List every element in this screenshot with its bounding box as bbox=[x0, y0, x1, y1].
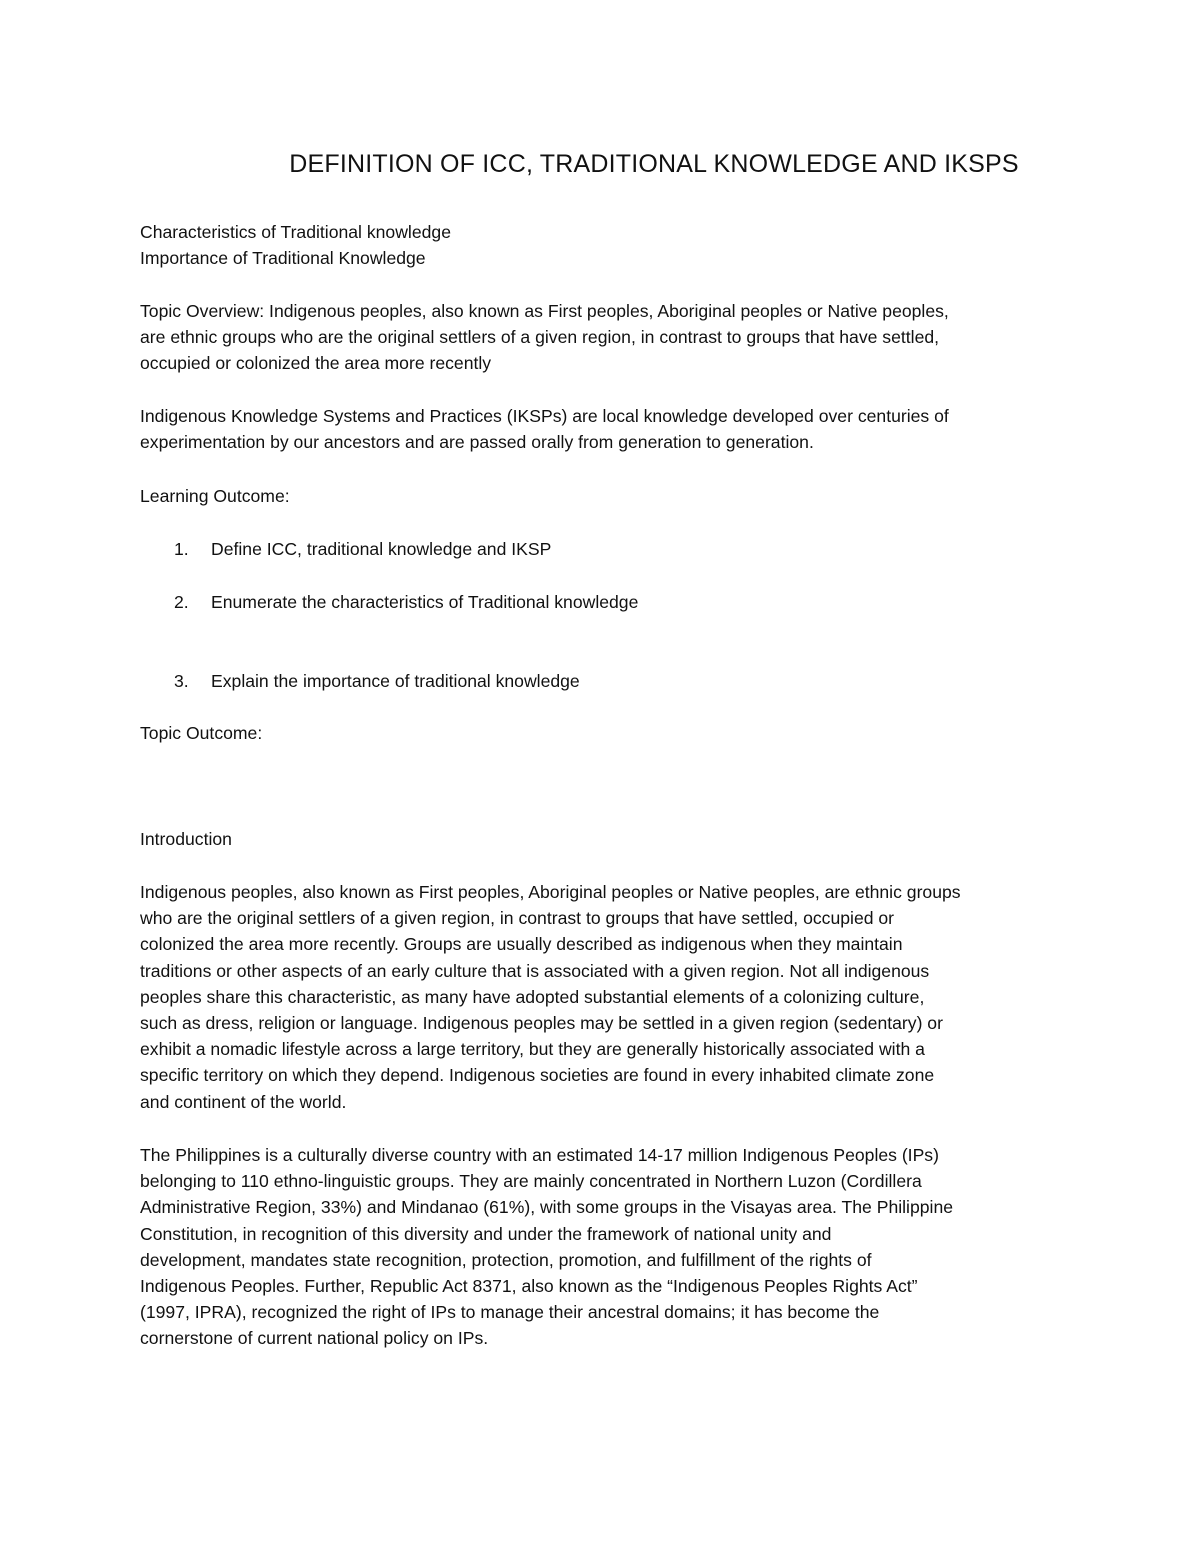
text-line: are ethnic groups who are the original settlers of a given region, in contrast to groups that have settled, bbox=[140, 327, 940, 348]
introduction-paragraph-1 bbox=[140, 879, 1060, 1115]
learning-outcome-heading: Learning Outcome: bbox=[140, 486, 290, 506]
text-line: specific territory on which they depend. Indigenous societies are found in every inhabited climate zone bbox=[140, 1065, 935, 1086]
text-line: The Philippines is a culturally diverse country with an estimated 14-17 million Indigenous Peoples (IPs) bbox=[140, 1145, 939, 1165]
topic-outcome-heading: Topic Outcome: bbox=[140, 723, 263, 743]
text-line: (1997, IPRA), recognized the right of IPs to manage their ancestral domains; it has become the bbox=[140, 1302, 880, 1323]
subtopic-characteristics: Characteristics of Traditional knowledge bbox=[140, 222, 451, 242]
text-line: Administrative Region, 33%) and Mindanao (61%), with some groups in the Visayas area. The Philippine bbox=[140, 1197, 954, 1218]
text-line: Indigenous peoples, also known as First peoples, Aboriginal peoples or Native peoples, are ethnic groups bbox=[140, 882, 961, 902]
document-title: DEFINITION OF ICC, TRADITIONAL KNOWLEDGE AND IKSPS bbox=[289, 150, 1019, 178]
text-line: who are the original settlers of a given region, in contrast to groups that have settled, occupied or bbox=[140, 908, 895, 929]
text-line: belonging to 110 ethno-linguistic groups. They are mainly concentrated in Northern Luzon (Cordillera bbox=[140, 1171, 922, 1192]
text-line: peoples share this characteristic, as many have adopted substantial elements of a colonizing culture, bbox=[140, 986, 925, 1007]
introduction-paragraph-2 bbox=[140, 1142, 1060, 1352]
subtopic-importance: Importance of Traditional Knowledge bbox=[140, 248, 426, 269]
text-line: Topic Overview: Indigenous peoples, also known as First peoples, Aboriginal peoples or Native peoples, bbox=[140, 301, 949, 321]
text-line: Constitution, in recognition of this diversity and under the framework of national unity and bbox=[140, 1223, 832, 1244]
text-line: traditions or other aspects of an early culture that is associated with a given region. Not all indigenous bbox=[140, 960, 930, 981]
list-text: Enumerate the characteristics of Traditional knowledge bbox=[211, 592, 639, 612]
iksps-definition-paragraph bbox=[140, 403, 1060, 455]
text-line: cornerstone of current national policy on IPs. bbox=[140, 1328, 489, 1349]
text-line: Indigenous Peoples. Further, Republic Act 8371, also known as the “Indigenous Peoples Rights Act” bbox=[140, 1276, 918, 1297]
text-line: exhibit a nomadic lifestyle across a large territory, but they are generally historically associated with a bbox=[140, 1039, 925, 1060]
text-line: colonized the area more recently. Groups are usually described as indigenous when they maintain bbox=[140, 934, 903, 955]
text-line: such as dress, religion or language. Indigenous peoples may be settled in a given region (sedentary) or bbox=[140, 1013, 943, 1034]
text-line: experimentation by our ancestors and are passed orally from generation to generation. bbox=[140, 432, 814, 453]
text-line: development, mandates state recognition, protection, promotion, and fulfillment of the rights of bbox=[140, 1249, 872, 1270]
text-line: occupied or colonized the area more recently bbox=[140, 353, 492, 374]
text-line: and continent of the world. bbox=[140, 1091, 347, 1112]
subtopic-list bbox=[140, 219, 1060, 271]
list-number: 2. bbox=[174, 592, 189, 612]
list-text: Explain the importance of traditional knowledge bbox=[211, 671, 580, 691]
introduction-heading: Introduction bbox=[140, 829, 232, 849]
list-number: 3. bbox=[174, 671, 189, 691]
text-line: Indigenous Knowledge Systems and Practices (IKSPs) are local knowledge developed over centuries of bbox=[140, 406, 949, 426]
topic-overview-paragraph bbox=[140, 298, 1060, 377]
list-text: Define ICC, traditional knowledge and IKSP bbox=[211, 539, 552, 559]
list-number: 1. bbox=[174, 539, 189, 559]
